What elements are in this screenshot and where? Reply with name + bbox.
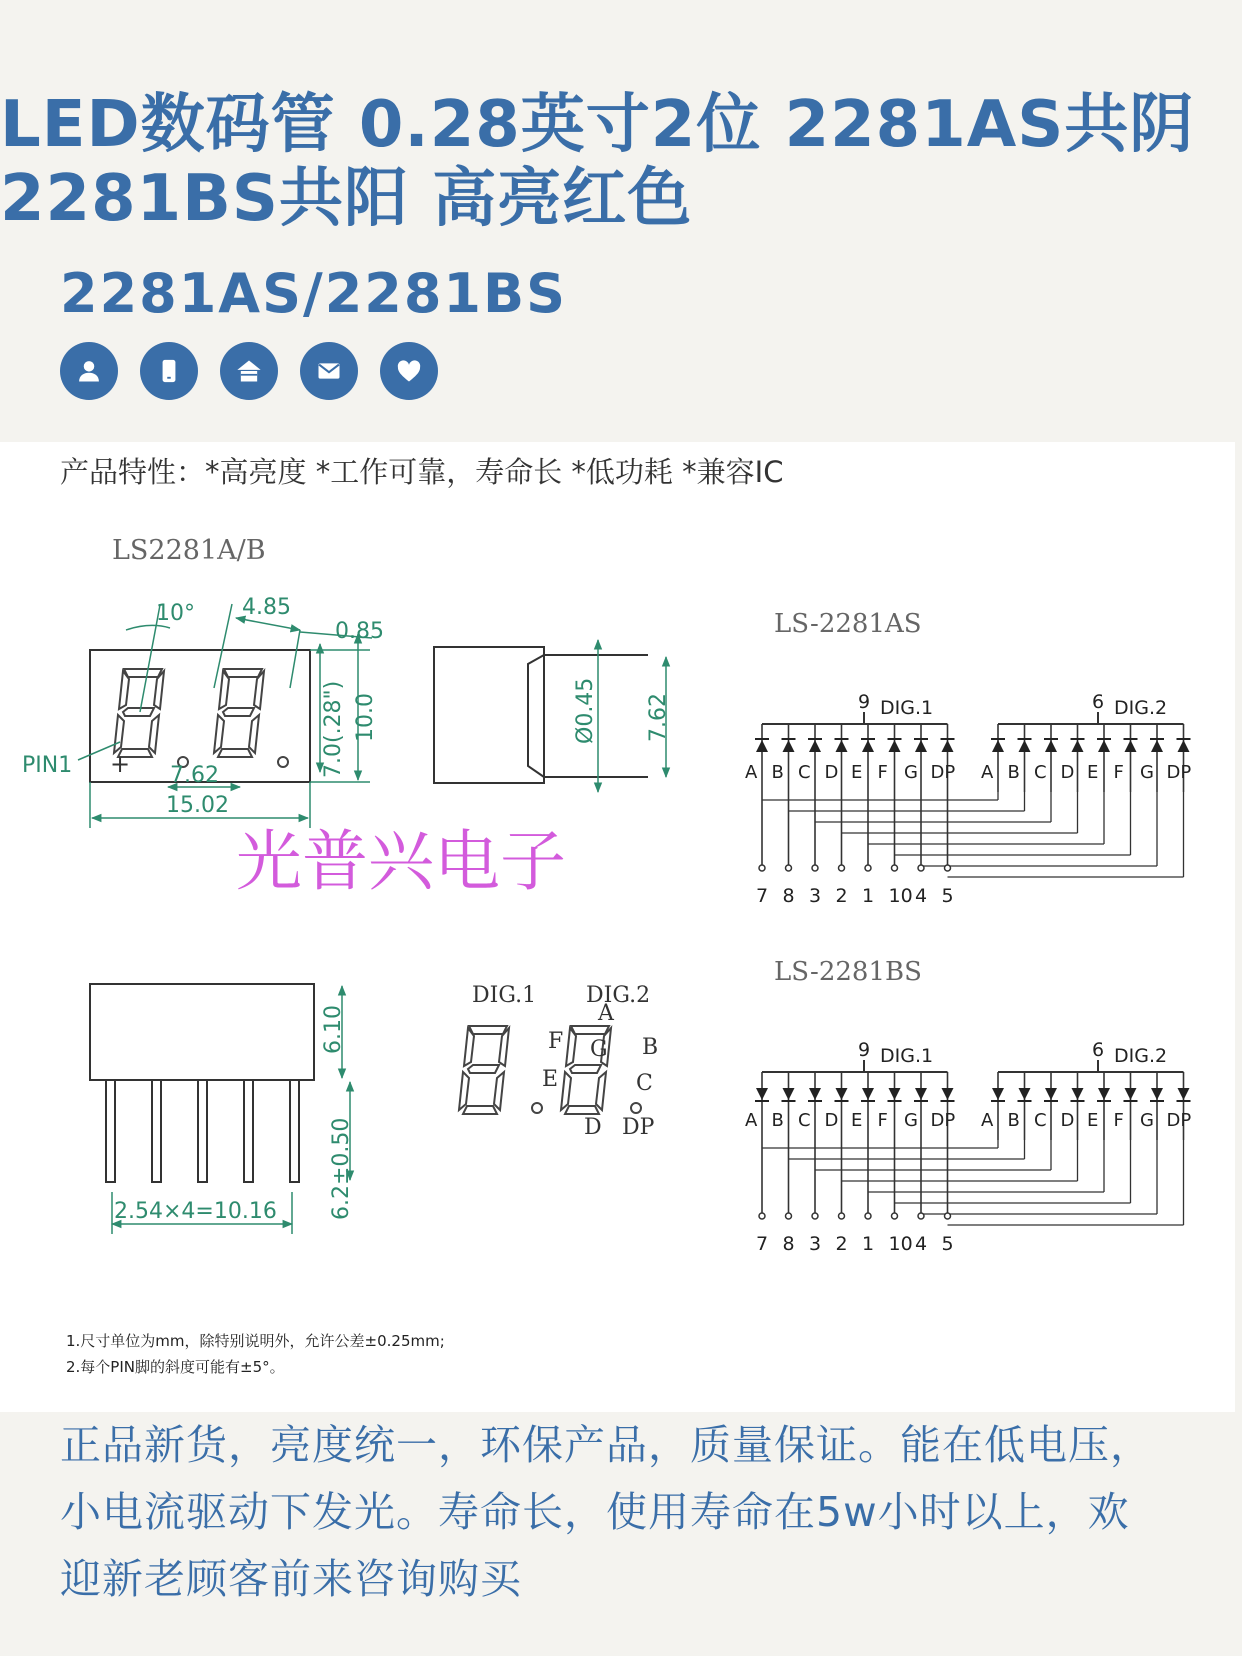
pin-terminal (945, 865, 951, 871)
segment-name: D (824, 1110, 839, 1131)
segment-name: E (851, 1110, 863, 1131)
segment-name: F (1113, 1110, 1124, 1131)
pin1-label: PIN1 (22, 753, 73, 778)
dim-seg-width: 0.85 (335, 619, 384, 644)
led-diode (862, 1088, 874, 1100)
segment-name: C (798, 1110, 811, 1131)
segment-name: B (1007, 1110, 1020, 1131)
segment-name: D (1060, 1110, 1075, 1131)
led-diode (809, 1088, 821, 1100)
pin-terminal (786, 865, 792, 871)
page-title: LED数码管 0.28英寸2位 2281AS共阴 2281BS共阳 高亮红色 (0, 88, 1195, 236)
user-icon[interactable] (60, 342, 118, 400)
led-diode (942, 740, 954, 752)
circuit-diagram-as (745, 609, 1191, 907)
note-2: 2.每个PIN脚的斜度可能有±5°。 (66, 1358, 285, 1376)
dim-row-spacing: 7.62 (646, 693, 671, 742)
dig1-label: DIG.1 (880, 1045, 934, 1067)
pin-number: 7 (756, 1233, 769, 1255)
circuit-diagram-bs (745, 957, 1191, 1255)
led-diode (836, 740, 848, 752)
pin-terminal (945, 1213, 951, 1219)
dig2-label: DIG.2 (1114, 1045, 1168, 1067)
pin-terminal (865, 865, 871, 871)
pin-terminal (892, 865, 898, 871)
led-diode (783, 740, 795, 752)
pin-number: 1 (862, 885, 875, 907)
pin-number: 8 (782, 885, 795, 907)
segment-name: C (1034, 762, 1047, 783)
segment-label-a: A (598, 1001, 614, 1026)
pin-number: 8 (782, 1233, 795, 1255)
dig2-label: DIG.2 (586, 983, 651, 1008)
dim-height: 10.0 (353, 693, 378, 742)
dim-digit-height: 7.0(.28") (321, 680, 346, 778)
led-diode (1125, 1088, 1137, 1100)
dim-pin-dia: Ø0.45 (573, 677, 598, 744)
segment-label-b: B (642, 1035, 659, 1060)
led-diode (1151, 1088, 1163, 1100)
front-view-drawing (22, 595, 384, 828)
led-diode (1072, 1088, 1084, 1100)
led-diode (992, 1088, 1004, 1100)
home-icon[interactable] (220, 342, 278, 400)
led-diode (915, 740, 927, 752)
dig1-label: DIG.1 (880, 697, 934, 719)
segment-name: G (1140, 762, 1154, 783)
segment-name: G (904, 762, 918, 783)
pin-terminal (812, 1213, 818, 1219)
led-diode (1098, 740, 1110, 752)
phone-icon[interactable] (140, 342, 198, 400)
pin-number: 5 (941, 885, 954, 907)
segment-name: D (1060, 762, 1075, 783)
pin-terminal (839, 1213, 845, 1219)
dim-angle: 10° (156, 601, 195, 626)
led-diode (1178, 740, 1190, 752)
led-diode (783, 1088, 795, 1100)
pin-number: 3 (809, 1233, 822, 1255)
heart-icon[interactable] (380, 342, 438, 400)
pin-number: 3 (809, 885, 822, 907)
segment-name: F (1113, 762, 1124, 783)
led-diode (889, 740, 901, 752)
led-diode (1178, 1088, 1190, 1100)
led-diode (1072, 740, 1084, 752)
note-1: 1.尺寸单位为mm，除特别说明外，允许公差±0.25mm; (66, 1332, 445, 1350)
segment-name: DP (1166, 762, 1192, 783)
led-diode (836, 1088, 848, 1100)
segment-name: A (981, 1110, 994, 1131)
led-diode (1098, 1088, 1110, 1100)
datasheet-image (0, 442, 1235, 1412)
pin-terminal (918, 865, 924, 871)
segment-label-c: C (636, 1071, 653, 1096)
pin-terminal (918, 1213, 924, 1219)
dim-pitch: 4.85 (242, 595, 291, 620)
bottom-view-drawing (90, 984, 354, 1234)
led-diode (1151, 740, 1163, 752)
led-diode (1045, 1088, 1057, 1100)
pin-number: 1 (862, 1233, 875, 1255)
segment-name: A (745, 762, 758, 783)
watermark-text: 光普兴电子 (236, 823, 566, 900)
dig2-label: DIG.2 (1114, 697, 1168, 719)
segment-name: C (798, 762, 811, 783)
segment-label-d: D (584, 1115, 602, 1140)
segment-label-f: F (548, 1029, 564, 1054)
dim-pin-pitch: 2.54×4=10.16 (114, 1199, 277, 1224)
pin-number: 2 (835, 1233, 848, 1255)
segment-name: B (771, 762, 784, 783)
dim-width: 15.02 (166, 793, 229, 818)
circuit-title: LS-2281AS (774, 609, 922, 639)
pin-terminal (786, 1213, 792, 1219)
segment-label-dp: DP (622, 1115, 655, 1140)
model-subtitle: 2281AS/2281BS (60, 262, 568, 325)
segment-name: G (904, 1110, 918, 1131)
dim-body-height: 6.10 (321, 1005, 346, 1054)
segment-name: B (771, 1110, 784, 1131)
segment-name: E (851, 762, 863, 783)
led-diode (862, 740, 874, 752)
segment-name: A (745, 1110, 758, 1131)
led-diode (915, 1088, 927, 1100)
led-diode (942, 1088, 954, 1100)
pin-number: 4 (915, 885, 928, 907)
led-diode (1125, 740, 1137, 752)
pin-terminal (759, 865, 765, 871)
led-diode (756, 740, 768, 752)
led-diode (992, 740, 1004, 752)
icon-row (60, 342, 438, 400)
segment-name: F (877, 1110, 888, 1131)
dim-pin-length: 6.2±0.50 (329, 1117, 354, 1220)
pin-terminal (759, 1213, 765, 1219)
segment-name: DP (1166, 1110, 1192, 1131)
mail-icon[interactable] (300, 342, 358, 400)
segment-name: DP (930, 762, 956, 783)
segment-label-e: E (542, 1067, 559, 1092)
pin-number: 4 (915, 1233, 928, 1255)
segment-name: E (1087, 762, 1099, 783)
pin-number: 5 (941, 1233, 954, 1255)
pin-terminal (892, 1213, 898, 1219)
led-diode (1045, 740, 1057, 752)
dig2-pin-number: 6 (1092, 691, 1105, 713)
led-diode (809, 740, 821, 752)
segment-name: C (1034, 1110, 1047, 1131)
led-diode (756, 1088, 768, 1100)
segment-name: D (824, 762, 839, 783)
segment-name: G (1140, 1110, 1154, 1131)
dig2-pin-number: 6 (1092, 1039, 1105, 1061)
features-text: 产品特性：*高亮度 *工作可靠，寿命长 *低功耗 *兼容IC (60, 455, 784, 489)
pin-terminal (865, 1213, 871, 1219)
pin-number: 7 (756, 885, 769, 907)
dim-pin-span: 7.62 (170, 763, 219, 788)
circuit-title: LS-2281BS (774, 957, 922, 987)
product-description: 正品新货，亮度统一，环保产品，质量保证。能在低电压，小电流驱动下发光。寿命长，使用寿命在5w小时以上，欢迎新老顾客前来咨询购买 (60, 1421, 1152, 1603)
segment-name: B (1007, 762, 1020, 783)
led-diode (1019, 740, 1031, 752)
pin-terminal (839, 865, 845, 871)
pin-terminal (812, 865, 818, 871)
segment-name: DP (930, 1110, 956, 1131)
segment-name: E (1087, 1110, 1099, 1131)
digit-segment-diagram (459, 983, 658, 1140)
dig1-label: DIG.1 (472, 983, 537, 1008)
segment-name: F (877, 762, 888, 783)
svg-text:+: + (110, 750, 131, 778)
model-label: LS2281A/B (112, 535, 266, 566)
side-view-drawing (434, 640, 671, 792)
segment-label-g: G (590, 1037, 608, 1062)
dig1-pin-number: 9 (858, 691, 871, 713)
segment-name: A (981, 762, 994, 783)
led-diode (889, 1088, 901, 1100)
pin-number: 2 (835, 885, 848, 907)
dig1-pin-number: 9 (858, 1039, 871, 1061)
led-diode (1019, 1088, 1031, 1100)
pin-number: 10 (888, 885, 913, 907)
pin-number: 10 (888, 1233, 913, 1255)
